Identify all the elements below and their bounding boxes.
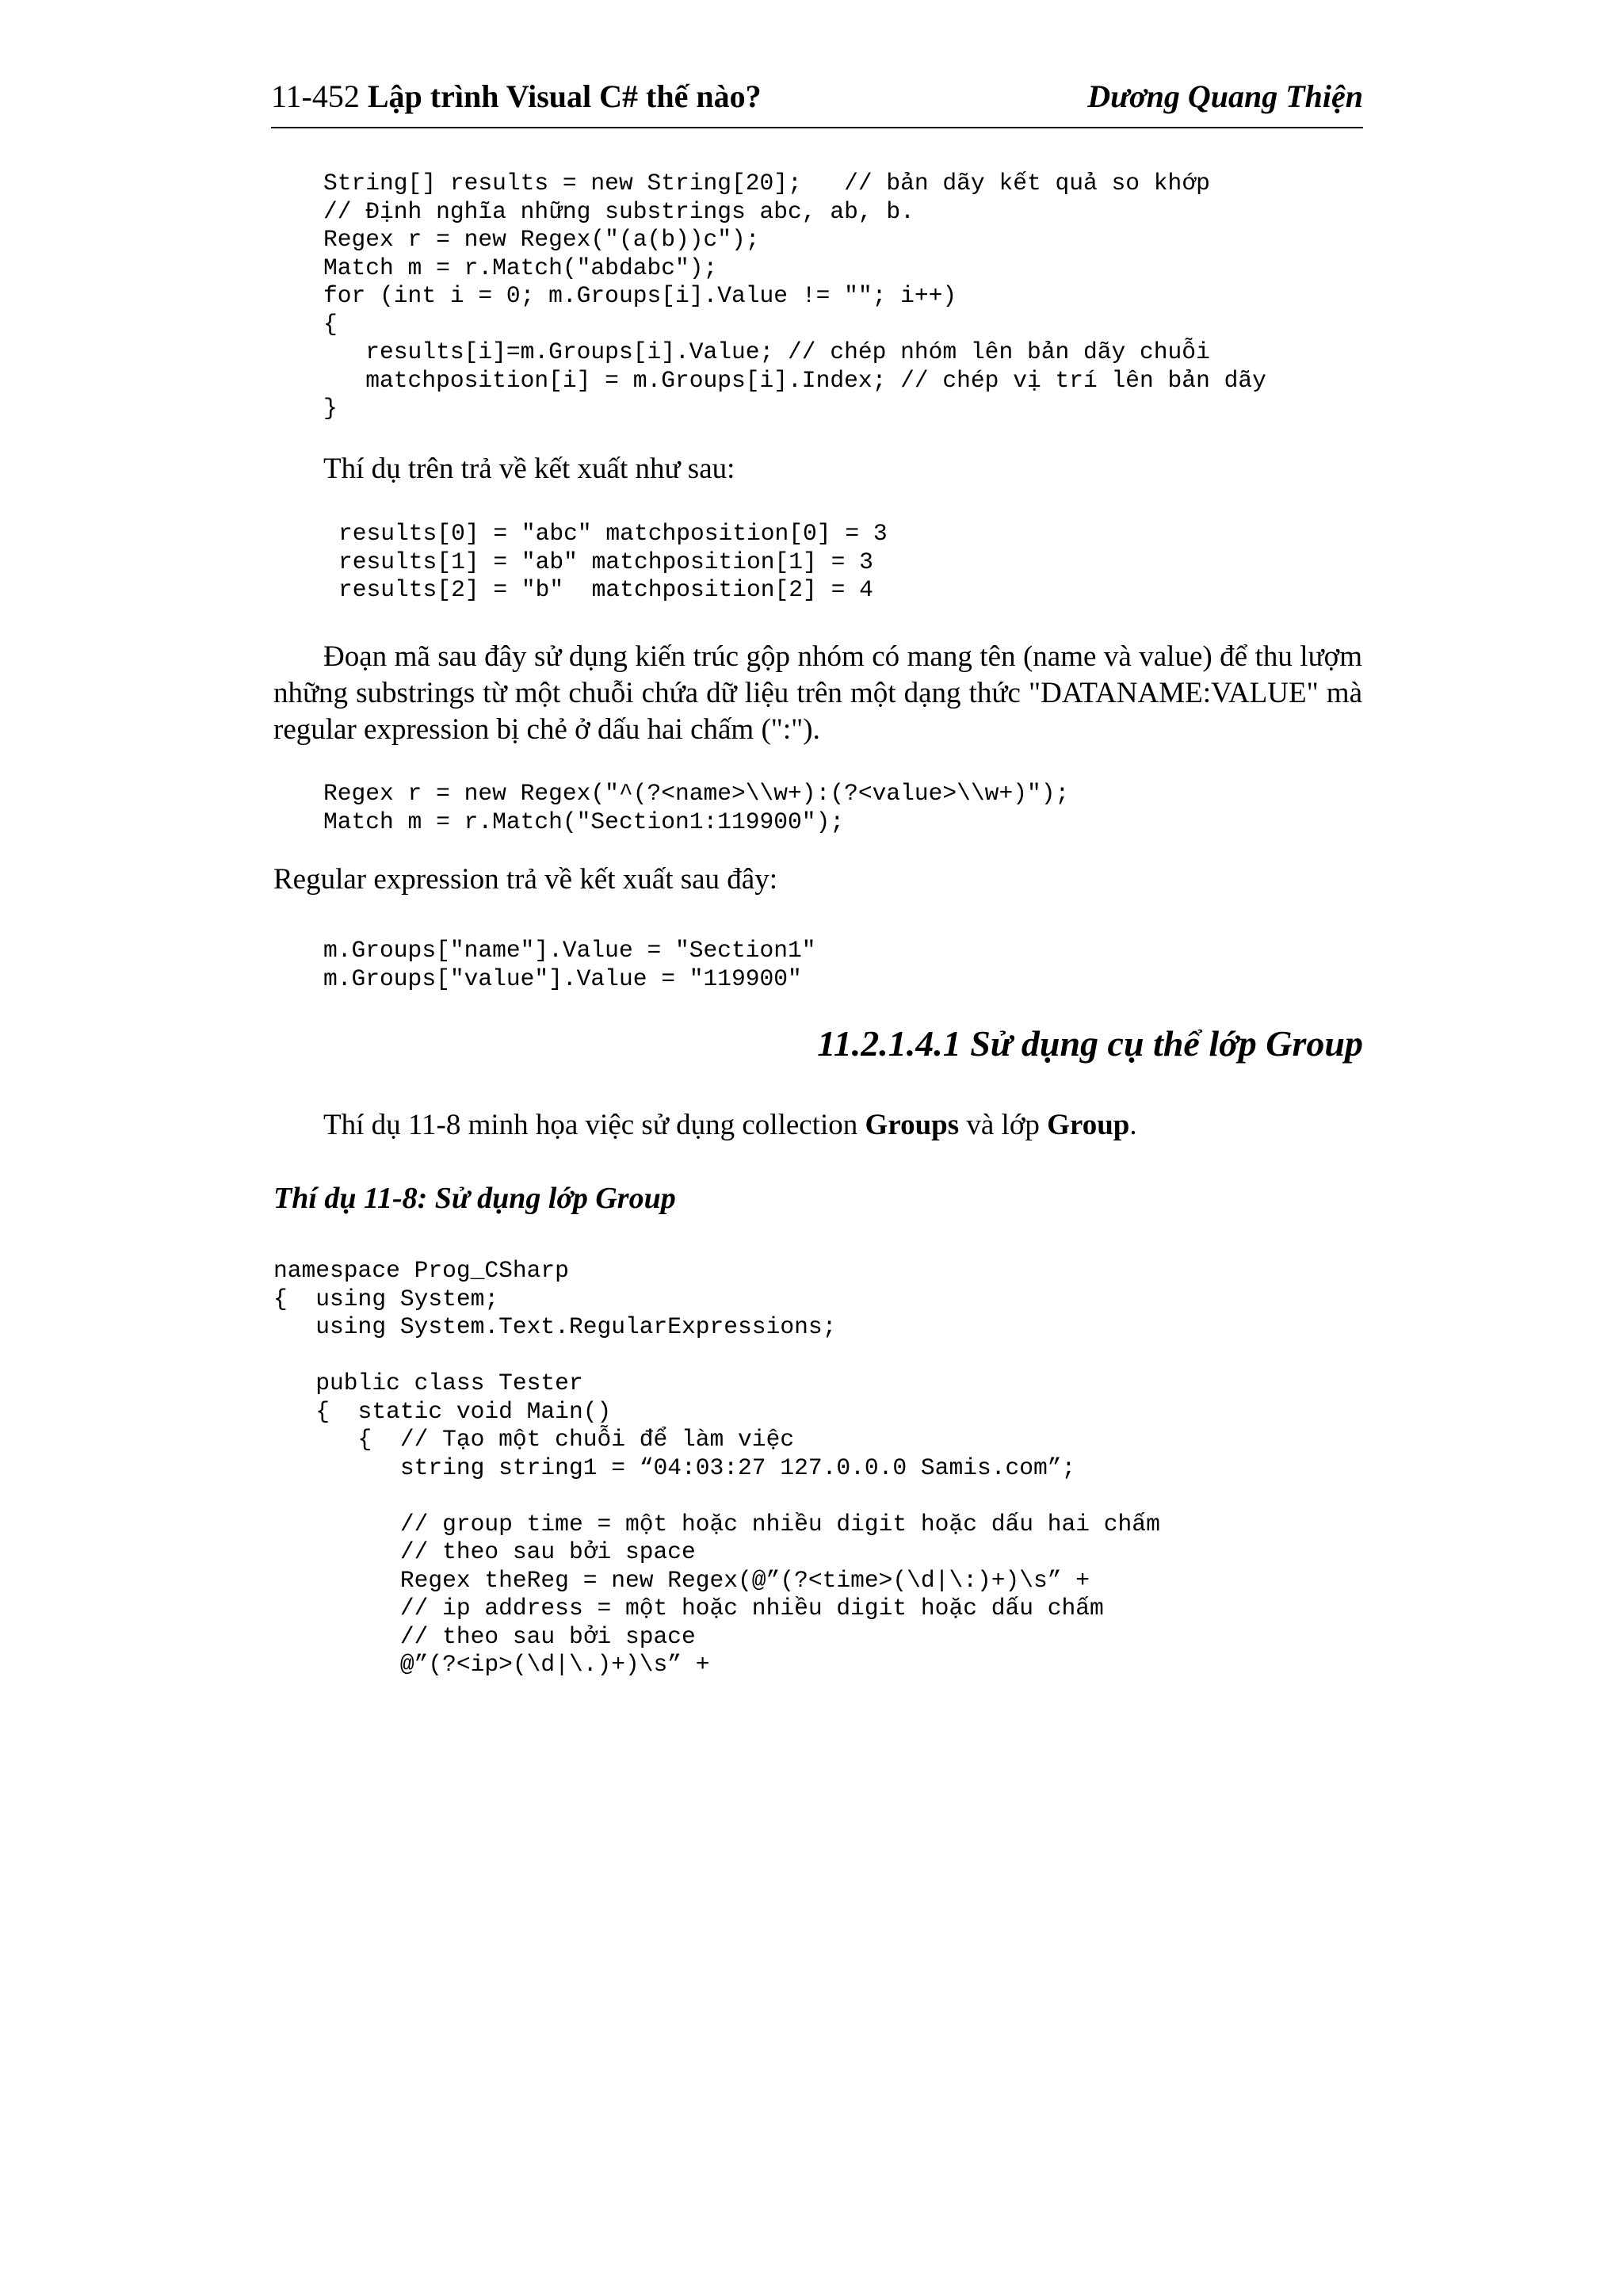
page-header	[271, 78, 1363, 128]
groups-keyword: Groups	[865, 1109, 960, 1141]
code-block-results-array: String[] results = new String[20]; // bản dãy kết quả so khớp // Định nghĩa những substrings abc, ab, b. Regex r = new Regex("(a(b))c"); Match m = r.Match("abdabc"); for (int i = 0; m.Groups[i].Value != ""; i++) { results[i]=m.Groups[i].Value; // chép nhóm lên bản dãy chuỗi matchposition[i] = m.Groups[i].Index; // chép vị trí lên bản dãy }	[323, 170, 1266, 422]
code-block-example-11-8: namespace Prog_CSharp { using System; using System.Text.RegularExpressions; public class Tester { static void Main() { // Tạo một chuỗi để làm việc string string1 = “04:03:27 127.0.0.0 Samis.com”; // group time = một hoặc nhiều digit hoặc dấu hai chấm // theo sau bởi space Regex theReg = new Regex(@”(?<time>(\d|\:)+)\s” + // ip address = một hoặc nhiều digit hoặc dấu chấm // theo sau bởi space @”(?<ip>(\d|\.)+)\s” +	[273, 1257, 1160, 1678]
paragraph-named-groups: Đoạn mã sau đây sử dụng kiến trúc gộp nhóm có mang tên (name và value) để thu lượm những substrings từ một chuỗi chứa dữ liệu trên một dạng thức "DATANAME:VALUE" mà regular expression bị chẻ ở dấu hai chấm (":").	[273, 640, 1362, 746]
paragraph-example-intro	[323, 1108, 1137, 1142]
example-intro-middle: và lớp	[959, 1109, 1048, 1141]
book-title: Lập trình Visual C# thế nào?	[367, 78, 762, 114]
paragraph-output-intro: Thí dụ trên trả về kết xuất như sau:	[323, 453, 735, 485]
paragraph-regex-output: Regular expression trả về kết xuất sau đây:	[273, 863, 777, 896]
example-title: Thí dụ 11-8: Sử dụng lớp Group	[273, 1182, 676, 1215]
code-block-output: results[0] = "abc" matchposition[0] = 3 results[1] = "ab" matchposition[1] = 3 results[2] = "b" matchposition[2] = 4	[338, 520, 888, 603]
code-block-groups-values: m.Groups["name"].Value = "Section1" m.Groups["value"].Value = "119900"	[323, 937, 816, 992]
page-number: 11-452	[271, 78, 360, 114]
example-intro-prefix: Thí dụ 11-8 minh họa việc sử dụng collection	[323, 1109, 865, 1141]
author-name: Dương Quang Thiện	[1087, 78, 1363, 114]
header-left	[271, 78, 762, 115]
section-heading: 11.2.1.4.1 Sử dụng cụ thể lớp Group	[817, 1023, 1363, 1064]
group-keyword: Group	[1047, 1109, 1130, 1141]
example-intro-suffix: .	[1129, 1109, 1137, 1141]
code-block-regex-named: Regex r = new Regex("^(?<name>\\w+):(?<value>\\w+)"); Match m = r.Match("Section1:119900");	[323, 780, 1070, 835]
